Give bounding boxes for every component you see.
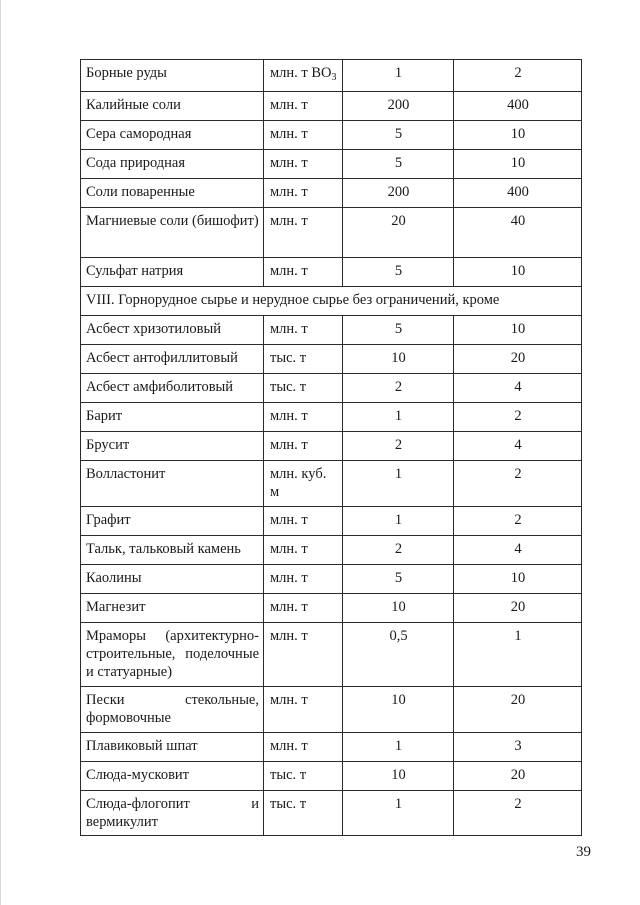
unit-cell: [264, 461, 343, 507]
value1-text: 1: [394, 466, 403, 482]
value1-cell: [343, 687, 454, 733]
value2-text: 10: [510, 126, 526, 142]
value1-cell: [343, 536, 454, 565]
table-row: [81, 791, 582, 836]
table-row: [81, 594, 582, 623]
unit-text: тыс. т: [270, 767, 307, 783]
resource-name-cell: [81, 565, 264, 594]
value1-text: 2: [394, 437, 403, 453]
value1-cell: [343, 208, 454, 258]
value2-cell: [454, 92, 582, 121]
value2-cell: [454, 121, 582, 150]
unit-text: млн. т: [270, 512, 308, 528]
unit-cell: [264, 594, 343, 623]
value1-cell: [343, 179, 454, 208]
value1-cell: [343, 791, 454, 836]
unit-cell: [264, 60, 343, 92]
resource-name-text: Слюда-мусковит: [86, 767, 190, 783]
value1-text: 2: [394, 541, 403, 557]
unit-text: млн. т: [270, 263, 308, 279]
resource-name-text: Брусит: [86, 437, 130, 453]
unit-text: тыс. т: [270, 796, 307, 812]
value2-cell: [454, 461, 582, 507]
value2-text: 400: [507, 184, 529, 200]
resource-name-cell: [81, 179, 264, 208]
value1-cell: [343, 92, 454, 121]
unit-text: млн. куб. м: [270, 466, 327, 500]
table-row: [81, 733, 582, 762]
value1-cell: [343, 565, 454, 594]
value1-cell: [343, 150, 454, 179]
value1-cell: [343, 121, 454, 150]
resource-name-cell: [81, 374, 264, 403]
value2-text: 20: [510, 599, 526, 615]
unit-cell: [264, 179, 343, 208]
value1-text: 5: [394, 321, 403, 337]
resource-name-cell: [81, 60, 264, 92]
resource-name-text: Сера самородная: [86, 126, 192, 142]
value2-cell: [454, 623, 582, 687]
value2-text: 3: [514, 738, 522, 754]
resource-name-text: Соли поваренные: [86, 184, 195, 200]
value2-cell: [454, 258, 582, 287]
unit-cell: [264, 150, 343, 179]
value1-text: 5: [394, 263, 403, 279]
value2-cell: [454, 208, 582, 258]
value1-cell: [343, 258, 454, 287]
value2-cell: [454, 507, 582, 536]
unit-cell: [264, 121, 343, 150]
value1-cell: [343, 403, 454, 432]
unit-cell: [264, 733, 343, 762]
resource-name-text: Асбест антофиллитовый: [86, 350, 238, 366]
value2-text: 2: [514, 65, 522, 81]
value2-cell: [454, 432, 582, 461]
resource-name-text: Плавиковый шпат: [86, 738, 198, 754]
value2-text: 20: [510, 767, 526, 783]
table-row: [81, 507, 582, 536]
value2-cell: [454, 150, 582, 179]
resource-name-text: Магнезит: [86, 599, 146, 615]
value2-text: 10: [510, 263, 526, 279]
value1-text: 200: [387, 97, 410, 113]
table-row: [81, 623, 582, 687]
resource-name-text: Сода природная: [86, 155, 186, 171]
resource-name-cell: [81, 316, 264, 345]
unit-cell: [264, 92, 343, 121]
resource-name-cell: [81, 208, 264, 258]
page-number: 39: [576, 844, 591, 860]
resource-name-text: Барит: [86, 408, 123, 424]
unit-text: млн. т: [270, 321, 308, 337]
table-row: [81, 316, 582, 345]
table-row: [81, 687, 582, 733]
value2-cell: [454, 733, 582, 762]
resource-name-text: Сульфат натрия: [86, 263, 184, 279]
resource-name-text: Борные руды: [86, 65, 167, 81]
resource-name-text: Мраморы (архитектурно-строительные, поделочные и статуарные): [86, 628, 259, 680]
value1-cell: [343, 623, 454, 687]
value2-cell: [454, 403, 582, 432]
unit-text: млн. т: [270, 437, 308, 453]
resource-name-text: Пески стекольные, формовочные: [86, 692, 259, 726]
resource-name-cell: [81, 403, 264, 432]
value2-text: 20: [510, 350, 526, 366]
value2-text: 2: [514, 466, 522, 482]
unit-cell: [264, 403, 343, 432]
resource-name-cell: [81, 92, 264, 121]
value2-text: 400: [507, 97, 529, 113]
value2-cell: [454, 179, 582, 208]
section-row: [81, 287, 582, 316]
unit-cell: [264, 687, 343, 733]
value1-text: 10: [391, 599, 406, 615]
table-row: [81, 374, 582, 403]
resource-name-cell: [81, 432, 264, 461]
resource-name-cell: [81, 733, 264, 762]
value2-cell: [454, 791, 582, 836]
unit-cell: [264, 374, 343, 403]
resource-name-text: Каолины: [86, 570, 142, 586]
value1-cell: [343, 507, 454, 536]
resource-name-text: Асбест амфиболитовый: [86, 379, 234, 395]
value1-text: 2: [394, 379, 403, 395]
resource-name-cell: [81, 121, 264, 150]
unit-text: млн. т: [270, 628, 308, 644]
table-row: [81, 536, 582, 565]
value1-text: 10: [391, 767, 406, 783]
value2-text: 2: [514, 796, 522, 812]
resource-name-text: Слюда-флогопит и вермикулит: [86, 796, 259, 830]
resource-name-cell: [81, 258, 264, 287]
value2-text: 10: [510, 321, 526, 337]
resource-name-cell: [81, 507, 264, 536]
resource-name-cell: [81, 762, 264, 791]
table-row: [81, 121, 582, 150]
unit-text: млн. т: [270, 692, 308, 708]
unit-text: млн. т: [270, 408, 308, 424]
unit-text: млн. т: [270, 738, 308, 754]
table-row: [81, 461, 582, 507]
value2-text: 2: [514, 512, 522, 528]
resource-name-text: Калийные соли: [86, 97, 181, 113]
value2-text: 4: [514, 379, 522, 395]
table-row: [81, 345, 582, 374]
table-row: [81, 208, 582, 258]
table-row: [81, 179, 582, 208]
value2-cell: [454, 594, 582, 623]
unit-text: млн. т: [270, 213, 308, 229]
value2-cell: [454, 316, 582, 345]
unit-cell: [264, 316, 343, 345]
resource-name-cell: [81, 687, 264, 733]
value1-cell: [343, 762, 454, 791]
value1-text: 200: [387, 184, 410, 200]
value2-cell: [454, 762, 582, 791]
resource-name-text: Волластонит: [86, 466, 166, 482]
unit-cell: [264, 565, 343, 594]
value1-cell: [343, 432, 454, 461]
table-row: [81, 565, 582, 594]
value2-cell: [454, 374, 582, 403]
resource-name-cell: [81, 594, 264, 623]
resource-name-cell: [81, 623, 264, 687]
unit-text: млн. т: [270, 155, 308, 171]
value2-cell: [454, 687, 582, 733]
value1-cell: [343, 60, 454, 92]
unit-cell: [264, 432, 343, 461]
unit-cell: [264, 258, 343, 287]
unit-text: млн. т: [270, 184, 308, 200]
resource-name-text: Графит: [86, 512, 131, 528]
value1-cell: [343, 316, 454, 345]
resource-name-text: Асбест хризотиловый: [86, 321, 221, 337]
table-row: [81, 258, 582, 287]
value2-text: 1: [514, 628, 522, 644]
value1-text: 5: [394, 155, 403, 171]
value1-cell: [343, 733, 454, 762]
value2-text: 10: [510, 155, 526, 171]
resource-name-cell: [81, 150, 264, 179]
value2-text: 20: [510, 692, 526, 708]
table-row: [81, 762, 582, 791]
value1-text: 20: [391, 213, 406, 229]
value2-text: 2: [514, 408, 522, 424]
unit-cell: [264, 536, 343, 565]
resource-name-text: Тальк, тальковый камень: [86, 541, 241, 557]
value1-text: 1: [394, 408, 403, 424]
resource-name-cell: [81, 536, 264, 565]
table-row: [81, 60, 582, 92]
value2-cell: [454, 60, 582, 92]
value1-text: 10: [391, 692, 406, 708]
value2-text: 4: [514, 541, 522, 557]
value2-text: 10: [510, 570, 526, 586]
table-row: [81, 92, 582, 121]
page-edge: [0, 0, 1, 905]
value2-text: 40: [510, 213, 526, 229]
table-row: [81, 403, 582, 432]
unit-cell: [264, 791, 343, 836]
table-row: [81, 432, 582, 461]
unit-cell: [264, 623, 343, 687]
value1-cell: [343, 461, 454, 507]
value1-text: 1: [394, 738, 403, 754]
resource-name-text: Магниевые соли (бишофит): [86, 213, 259, 229]
table-row: [81, 150, 582, 179]
unit-subscript: 3: [331, 72, 337, 83]
value1-cell: [343, 374, 454, 403]
value1-text: 10: [391, 350, 406, 366]
unit-text: млн. т: [270, 126, 308, 142]
unit-text: млн. т BO: [270, 65, 332, 81]
resource-name-cell: [81, 791, 264, 836]
unit-text: млн. т: [270, 541, 308, 557]
unit-cell: [264, 507, 343, 536]
value1-text: 0,5: [389, 628, 408, 644]
unit-text: тыс. т: [270, 379, 307, 395]
value2-cell: [454, 565, 582, 594]
resource-name-cell: [81, 345, 264, 374]
value1-text: 1: [394, 512, 403, 528]
value2-cell: [454, 345, 582, 374]
resource-name-cell: [81, 461, 264, 507]
value1-text: 1: [394, 796, 403, 812]
unit-cell: [264, 208, 343, 258]
unit-text: тыс. т: [270, 350, 307, 366]
value1-text: 5: [394, 126, 403, 142]
section-title: VIII. Горнорудное сырье и нерудное сырье без ограничений, кроме: [81, 287, 582, 316]
value2-text: 4: [514, 437, 522, 453]
value2-cell: [454, 536, 582, 565]
table-body: [81, 60, 582, 836]
resources-table: [80, 59, 582, 836]
value1-cell: [343, 345, 454, 374]
unit-text: млн. т: [270, 97, 308, 113]
unit-cell: [264, 345, 343, 374]
unit-text: млн. т: [270, 599, 308, 615]
unit-cell: [264, 762, 343, 791]
value1-text: 5: [394, 570, 403, 586]
unit-text: млн. т: [270, 570, 308, 586]
value1-cell: [343, 594, 454, 623]
value1-text: 1: [394, 65, 403, 81]
